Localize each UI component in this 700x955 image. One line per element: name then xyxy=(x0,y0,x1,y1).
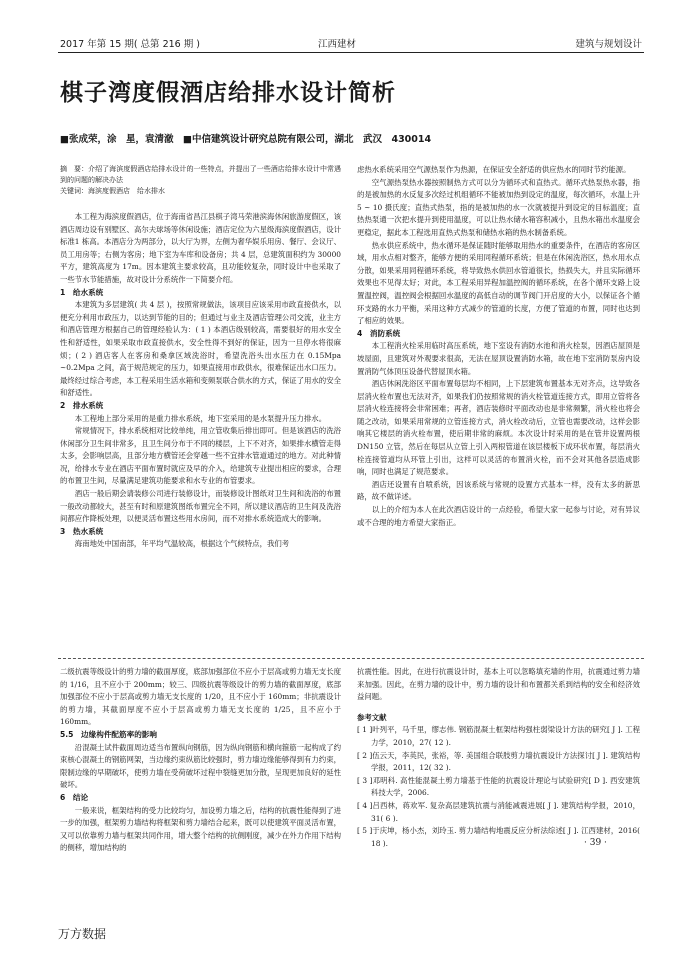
paragraph: 二级抗震等级设计的剪力墙的截面厚度，底部加强部位不应小于层高或剪力墙无支长度的 1/16，且不应小于 200mm；较三、四级抗震等级设计的剪力墙的截面厚度，底部加强部位不应小于层高或剪力墙无支长度的 1/20，且不应小于 160mm；非抗震设计的剪力墙，其截面厚度不应小于层高或剪力墙无支长度的 1/25，且不应小于 160mm。 xyxy=(60,667,341,727)
paragraph: 酒店一般后期会请装修公司进行装修设计，而装修设计图纸对卫生间和洗浴的布置一般改动都较大，甚至有时和原建筑图纸布置完全不同，所以建议酒店的卫生间及洗浴间都应作降板处理，以便灵活布置这些用水房间，而不对排水系统造成大的影响。 xyxy=(60,489,341,524)
paragraph: 酒店休闲洗浴区平面布置每层均不相同，上下层建筑布置基本无对齐点，这导致各层消火栓布置也无法对齐，如果我们仍按照常规的消火栓管道连接方式，即用立管将各层消火栓连接将会非常困难；再者，酒店装修时平面改动也是非常频繁，消火栓也将会随之改动，如果采用常规的立管连接方式，消火栓改动后，立管也需要改动，这样会影响其它楼层的消火栓布置，使后期非常的麻烦。本次设计时采用的是在管井设置两根 DN150 立管，然后在每层从立管上引入两根管道在该层楼板下成环状布置，每层消火栓连接管道均从环管上引出，这样可以灵活的布置消火栓，而不会对其他各层造成影响，同时也满足了规范要求。 xyxy=(357,379,640,477)
section-heading: 1 给水系统 xyxy=(60,287,104,297)
author-line: ■张成荣，涂 星，袁清澈 ■中信建筑设计研究总院有限公司，湖北 武汉 430014 xyxy=(60,134,432,145)
reference-item: [ 1 ]叶列平，马千里，缪志伟. 钢筋混凝土框架结构强柱弱梁设计方法的研究[ J ]. 工程力学，2010，27( 12 ). xyxy=(357,725,640,747)
paragraph: 常规情况下，排水系统相对比较单纯，用立管收集后排出即可。但是该酒店的洗浴休闲部分卫生间非常多，且卫生间分布于不同的楼层，上下不对齐，如果排水横管走得太多，会影响层高，且部分地方横管还会穿越一些不宜排水管道通过的地方。对此种情况，给排水专业在酒店平面布置时就应及早的介入，给建筑专业提出相应的要求，合理的布置卫生间，尽量满足建筑功能要求和水专业的布管要求。 xyxy=(60,426,341,486)
right-column-body xyxy=(357,164,640,529)
paragraph: 以上的介绍为本人在此次酒店设计的一点经验，希望大家一起参与讨论，对有异议或不合理的地方希望大家指正。 xyxy=(357,505,640,527)
header-rule xyxy=(58,52,644,53)
paragraph: 酒店还设置有自喷系统，因该系统与常规的设置方式基本一样，没有太多的新思路，故不做详述。 xyxy=(357,479,640,502)
references-heading: 参考文献 xyxy=(357,712,387,722)
abstract-block xyxy=(60,164,341,197)
bottom-left-column xyxy=(60,666,341,855)
reference-item: [ 2 ]伍云天，李英民，张裕，等. 美国组合联肢剪力墙抗震设计方法探讨[ J ]. 建筑结构学报，2011，12( 32 ). xyxy=(357,750,640,773)
section-heading: 3 热水系统 xyxy=(60,526,104,536)
left-column-body xyxy=(60,211,341,551)
section-heading: 6 结论 xyxy=(60,792,89,802)
header-section: 建筑与规划设计 xyxy=(575,39,642,50)
conclusion-continued: 抗震性能。因此，在进行抗震设计时，基本上可以忽略填充墙的作用，抗震通过剪力墙来加强。因此，在剪力墙的设计中，剪力墙的设计和布置都关系到结构的安全和经济效益问题。 xyxy=(357,667,640,702)
paragraph: 空气源热泵热水器按照制热方式可以分为循环式和直热式。循环式热泵热水器，指的是被加热的水反复多次经过机组循环不能被加热到设定的温度，每次循环，水温上升 5 ~ 10 摄氏度；直热式热泵，指的是被加热的水一次就被提升到设定的目标温度；直热热泵通一次把水提升到使用温度，可以让热水储水箱容积减小，且热水箱出水温度会更稳定，据此本工程选用直热式热泵和储热水箱的热水制备系统。 xyxy=(357,177,640,237)
page-number: · 39 · xyxy=(584,838,607,848)
paragraph: 海南地处中国南部，年平均气温较高，根据这个气候特点，我们考 xyxy=(74,539,290,549)
paragraph: 本工程消火栓采用临时高压系统，地下室设有消防水池和消火栓泵，因酒店屋顶是坡屋面，且建筑对外观要求很高，无法在屋顶设置消防水箱，故在地下室消防泵房内设置消防气体顶压设备代替屋顶水箱。 xyxy=(357,341,640,376)
abstract: 摘 要：介绍了海滨度假酒店给排水设计的一些特点，并提出了一些酒店给排水设计中常遇到的问题的解决办法 xyxy=(60,165,341,184)
footer-watermark: 万方数据 xyxy=(58,927,107,941)
paragraph: 虑热水系统采用空气源热泵作为热源，在保证安全舒适的供应热水的同时节约能源。 xyxy=(357,165,631,174)
bottom-left-body xyxy=(60,666,341,855)
reference-item: [ 4 ]吕西林，蒋欢军. 复杂高层建筑抗震与消能减震进展[ J ]. 建筑结构学报，2010，31( 6 ). xyxy=(357,800,640,823)
paragraph: 一般来说，框架结构的受力比较均匀，加设剪力墙之后，结构的抗震性能得到了进一步的加强，框架剪力墙结构将框架和剪力墙结合起来，既可以使建筑平面灵活布置，又可以依靠剪力墙与框架共同作用，增大整个结构的抗侧刚度，减少在外力作用下结构的侧移，增加结构的 xyxy=(60,805,341,853)
section-heading: 5.5 边缘构件配筋率的影响 xyxy=(60,729,157,739)
section-divider xyxy=(58,658,644,659)
paragraph: 热水供应系统中，热水循环是保证随时能够取用热水的重要条件，在酒店的客房区域，用水点相对整齐，能够方便的采用同程循环系统；但是在休闲洗浴区，热水用水点分散，如果采用同程循环系统，将导致热水供回水管道很长，热损失大，并且实际循环效果也不见得太好；对此，本工程采用异程加温控阀的循环系统，在各个循环支路上设置温控阀，温控阀会根据回水温度的高低自动的调节阀门开启度的大小，以保证各个循环支路的水力平衡，采用这种方式减少的管道的长度，方便了管道的布置，同时也达到了相应的效果。 xyxy=(357,240,640,326)
paragraph: 本工程为海滨度假酒店，位于海南省昌江县棋子湾马荣港滨海休闲旅游度假区，该酒店周边设有别墅区、高尔夫球场等休闲设施；酒店定位为六星级海滨度假酒店，设计标准1 栋高。本酒店分为两部分，以大厅为界，左侧为奢华娱乐用房、餐厅、会议厅、员工用房等；右侧为客房；地下室为车库和设备房；共 4 层，总建筑面积约为 30000 平方，建筑高度为 17m。因本建筑主要求较高，且功能较复杂，同时设计中也采取了一些节水节能措施，故对设计分系统作一下简要介绍。 xyxy=(60,212,341,284)
references-list xyxy=(357,724,640,850)
article-title: 棋子湾度假酒店给排水设计简析 xyxy=(60,80,396,106)
keywords: 关键词：海滨度假酒店 给水排水 xyxy=(60,187,165,195)
right-column xyxy=(357,164,640,529)
header-issue: 2017 年第 15 期( 总第 216 期 ) xyxy=(60,39,200,50)
reference-item: [ 5 ]于庆坤，杨小杰，刘玲玉. 剪力墙结构地震反应分析法综述[ J ]. 江西建材，2016( 18 ). xyxy=(357,826,640,848)
reference-item: [ 3 ]邓明科. 高性能混凝土剪力墙基于性能的抗震设计理论与试验研究[ D ]. 西安建筑科技大学，2006. xyxy=(357,775,640,798)
paragraph: 本工程地上部分采用的是重力排水系统，地下室采用的是水泵提升压力排水。 xyxy=(74,413,327,423)
section-heading: 4 消防系统 xyxy=(357,328,401,338)
paragraph: 沿混凝土试件截面周边适当布置纵向钢筋，因为纵向钢筋和横向箍筋一起构成了约束核心混凝土的钢筋网架，当边缘约束纵筋比较强时，剪力墙边缘能够得到有力约束，限制边缘的早期破坏，使剪力墙在受荷破坏过程中裂缝更加分散，呈现更加良好的延性破坏。 xyxy=(60,742,341,790)
left-column xyxy=(60,164,341,551)
section-heading: 2 排水系统 xyxy=(60,400,104,410)
paragraph: 本建筑为多层建筑( 共 4 层 )，按照常规做法，该项目应该采用市政直接供水，以便充分利用市政压力，以达到节能的目的；但通过与业主及酒店管理公司交流，业主方和酒店管理方根据自己的管理经验认为：( 1 ) 本酒店级别较高，需要很好的用水安全性和舒适性，如果采取市政直接供水，安全性得不到好的保证，因为一旦停水将很麻烦；( 2 ) 酒店客人在客房和桑拿区域洗浴时，希望洗浴头出水压力在 0.15Mpa ~0.2Mpa 之间，高于规范规定的压力，如果直接用市政供水，很难保证出水口压力。最终经过综合考虑，本工程采用生活水箱和变频泵联合供水的方式，保证了用水的安全和舒适性。 xyxy=(60,300,341,398)
header-journal: 江西建材 xyxy=(318,39,357,50)
bottom-right-column xyxy=(357,666,640,850)
